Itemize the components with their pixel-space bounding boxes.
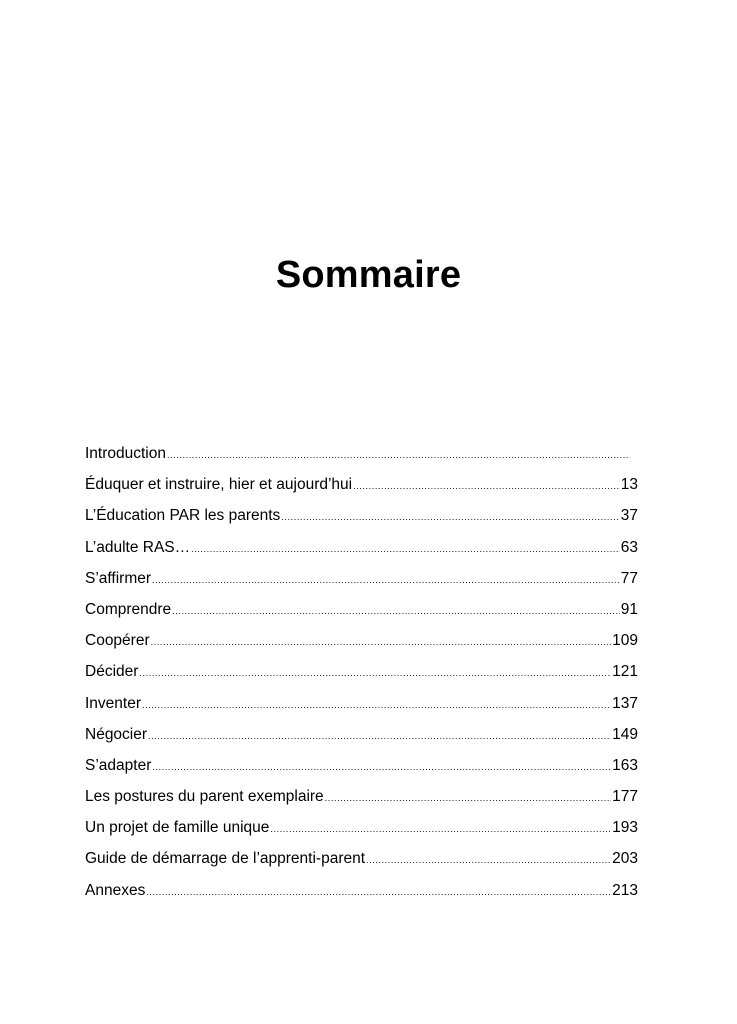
toc-entry — [85, 625, 638, 656]
toc-entry — [85, 688, 638, 719]
toc-dot-leader — [142, 690, 611, 721]
toc-entry-page: 13 — [620, 476, 638, 494]
toc-entry-page: 109 — [612, 632, 638, 650]
toc-entry-page: 149 — [612, 725, 638, 743]
toc-entry-page: 177 — [612, 788, 638, 806]
toc-entry — [85, 532, 638, 563]
toc-dot-leader — [152, 752, 611, 783]
toc-entry-label: S’adapter — [85, 756, 152, 774]
toc-dot-leader — [148, 721, 611, 752]
toc-entry — [85, 843, 638, 874]
toc-entry-label: Négocier — [85, 725, 148, 743]
toc-entry — [85, 438, 638, 469]
toc-entry-label: S’affirmer — [85, 569, 152, 587]
toc-entry-page: 91 — [620, 600, 638, 618]
toc-entry-page: 137 — [612, 694, 638, 712]
page-title: Sommaire — [275, 254, 462, 296]
toc-dot-leader — [191, 534, 620, 565]
toc-entry-label: Inventer — [85, 694, 142, 712]
toc-entry-label: Décider — [85, 663, 139, 681]
toc-entry-page: 63 — [620, 538, 638, 556]
toc-entry-page: 77 — [620, 569, 638, 587]
toc-dot-leader — [353, 471, 620, 502]
toc-dot-leader — [139, 658, 611, 689]
toc-dot-leader — [172, 596, 620, 627]
toc-entry-label: Coopérer — [85, 632, 150, 650]
toc-entry-label: Un projet de famille unique — [85, 819, 270, 837]
toc-entry — [85, 563, 638, 594]
toc-dot-leader — [270, 814, 611, 845]
toc-dot-leader — [167, 440, 630, 471]
toc-dot-leader — [366, 845, 611, 876]
toc-dot-leader — [325, 783, 611, 814]
toc-entry-label: L’Éducation PAR les parents — [85, 507, 281, 525]
toc-entry — [85, 500, 638, 531]
toc-entry — [85, 750, 638, 781]
toc-dot-leader — [281, 502, 619, 533]
toc-entry-label: Guide de démarrage de l’apprenti-parent — [85, 850, 366, 868]
table-of-contents — [85, 438, 638, 906]
toc-entry-page: 193 — [612, 819, 638, 837]
toc-entry-label: Introduction — [85, 445, 166, 462]
toc-entry — [85, 719, 638, 750]
toc-entry-label: L’adulte RAS… — [85, 538, 191, 556]
toc-dot-leader — [152, 565, 620, 596]
toc-entry — [85, 594, 638, 625]
toc-entry — [85, 656, 638, 687]
toc-entry-label: Les postures du parent exemplaire — [85, 788, 324, 806]
toc-entry-page: 121 — [612, 663, 638, 681]
toc-dot-leader — [151, 627, 612, 658]
toc-entry-page: 163 — [612, 756, 638, 774]
toc-entry — [85, 469, 638, 500]
toc-entry-page: 203 — [612, 850, 638, 868]
toc-entry-page: 213 — [612, 881, 638, 899]
toc-dot-leader — [146, 877, 611, 908]
toc-entry-page: 37 — [620, 507, 638, 525]
toc-entry — [85, 812, 638, 843]
toc-entry-label: Comprendre — [85, 600, 172, 618]
toc-entry-label: Éduquer et instruire, hier et aujourd’hui — [85, 476, 353, 494]
toc-entry-label: Annexes — [85, 881, 146, 899]
toc-entry — [85, 875, 638, 906]
toc-entry — [85, 781, 638, 812]
